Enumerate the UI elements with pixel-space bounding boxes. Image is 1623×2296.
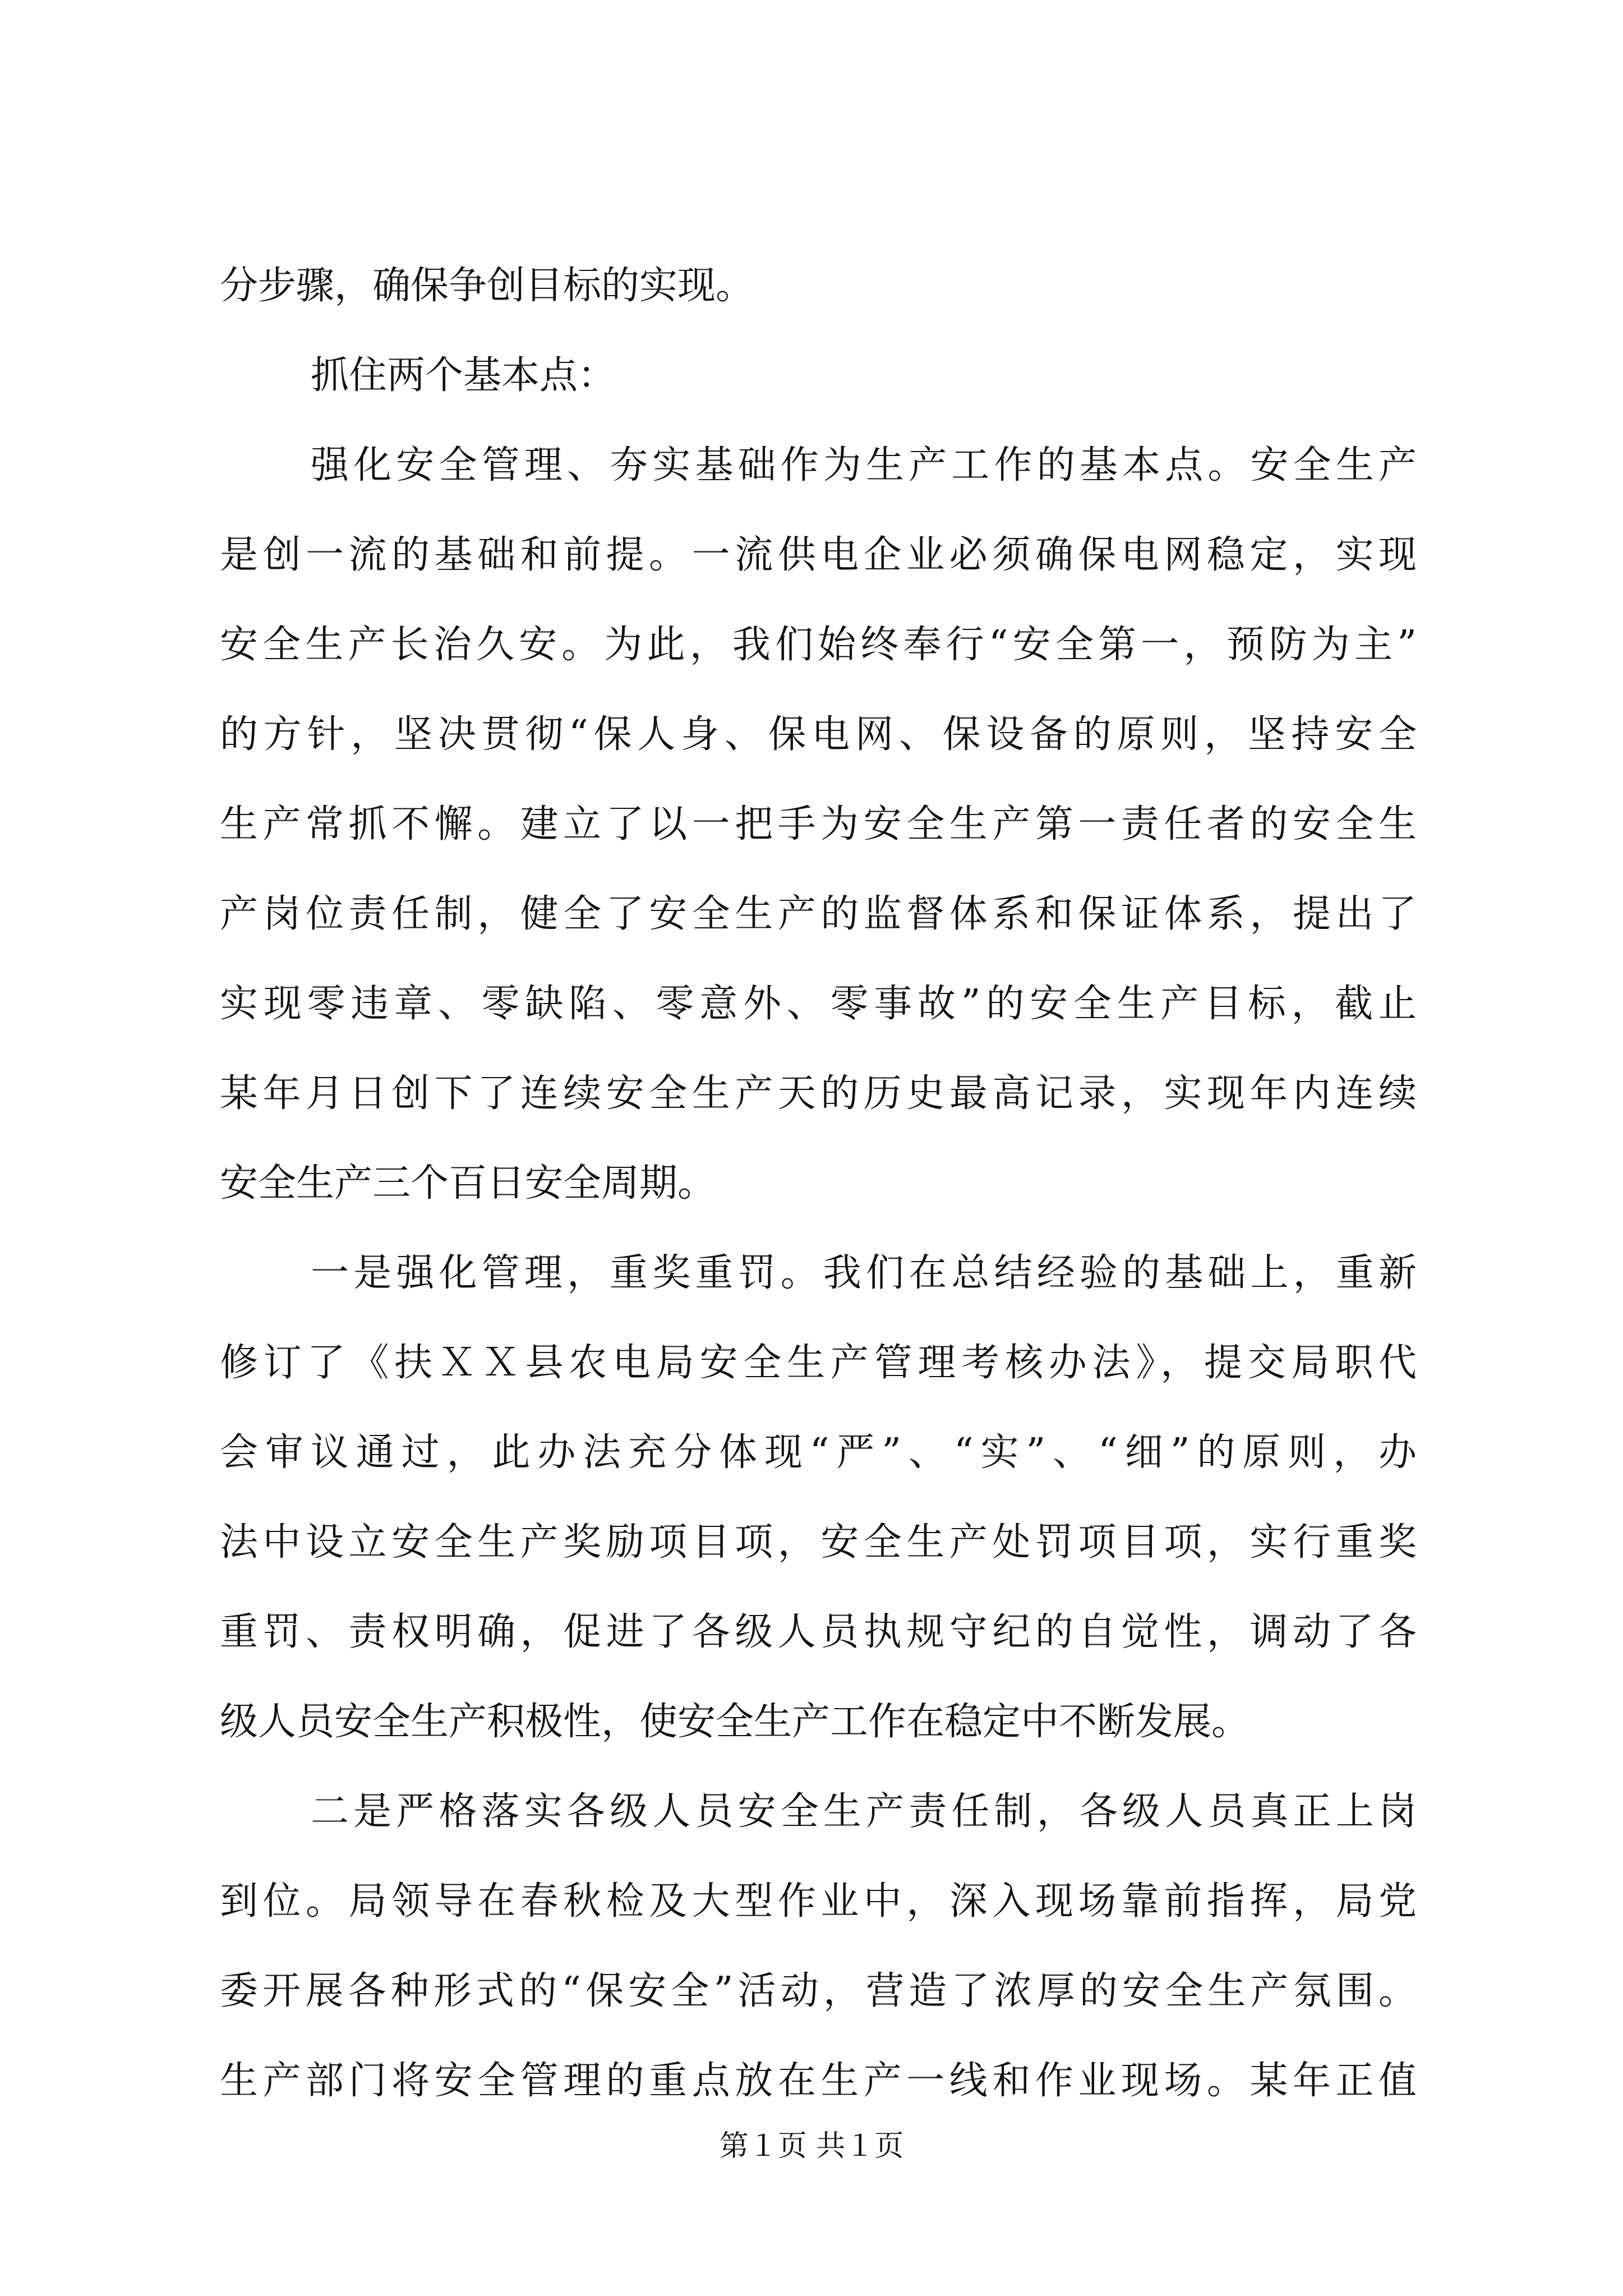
text-line: 安全生产三个百日安全周期。 [220,1161,716,1205]
text-line: 会审议通过，此办法充分体现“严”、“实”、“细”的原则，办 [220,1430,1417,1475]
text-line: 强化安全管理、夯实基础作为生产工作的基本点。安全生产 [311,443,1417,487]
text-line: 级人员安全生产积极性，使安全生产工作在稳定中不断发展。 [220,1700,1250,1744]
page-footer: 第１页 共１页 [719,2129,904,2163]
text-line: 产岗位责任制，健全了安全生产的监督体系和保证体系，提出了 [220,892,1417,936]
text-line: 是创一流的基础和前提。一流供电企业必须确保电网稳定，实现 [220,533,1417,577]
text-line: 修订了《扶ＸＸ县农电局安全生产管理考核办法》，提交局职代 [220,1341,1417,1385]
text-line: 分步骤，确保争创目标的实现。 [220,264,754,308]
text-line: 委开展各种形式的“保安全”活动，营造了浓厚的安全生产氛围。 [220,1969,1417,2013]
text-line: 生产常抓不懈。建立了以一把手为安全生产第一责任者的安全生 [220,802,1417,846]
text-line: 生产部门将安全管理的重点放在生产一线和作业现场。某年正值 [220,2059,1417,2103]
text-line: 某年月日创下了连续安全生产天的历史最高记录，实现年内连续 [220,1071,1417,1116]
text-line: 一是强化管理，重奖重罚。我们在总结经验的基础上，重新 [311,1251,1417,1295]
text-line: 安全生产长治久安。为此，我们始终奉行“安全第一，预防为主” [220,623,1417,667]
text-line: 的方针，坚决贯彻“保人身、保电网、保设备的原则，坚持安全 [220,712,1417,757]
text-line: 实现零违章、零缺陷、零意外、零事故”的安全生产目标，截止 [220,982,1417,1026]
text-line: 重罚、责权明确，促进了各级人员执规守纪的自觉性，调动了各 [220,1610,1417,1654]
text-line: 到位。局领导在春秋检及大型作业中，深入现场靠前指挥，局党 [220,1879,1417,1924]
text-line: 法中设立安全生产奖励项目项，安全生产处罚项目项，实行重奖 [220,1520,1417,1565]
paragraph-heading: 抓住两个基本点： [311,353,616,398]
text-line: 二是严格落实各级人员安全生产责任制，各级人员真正上岗 [311,1789,1417,1834]
